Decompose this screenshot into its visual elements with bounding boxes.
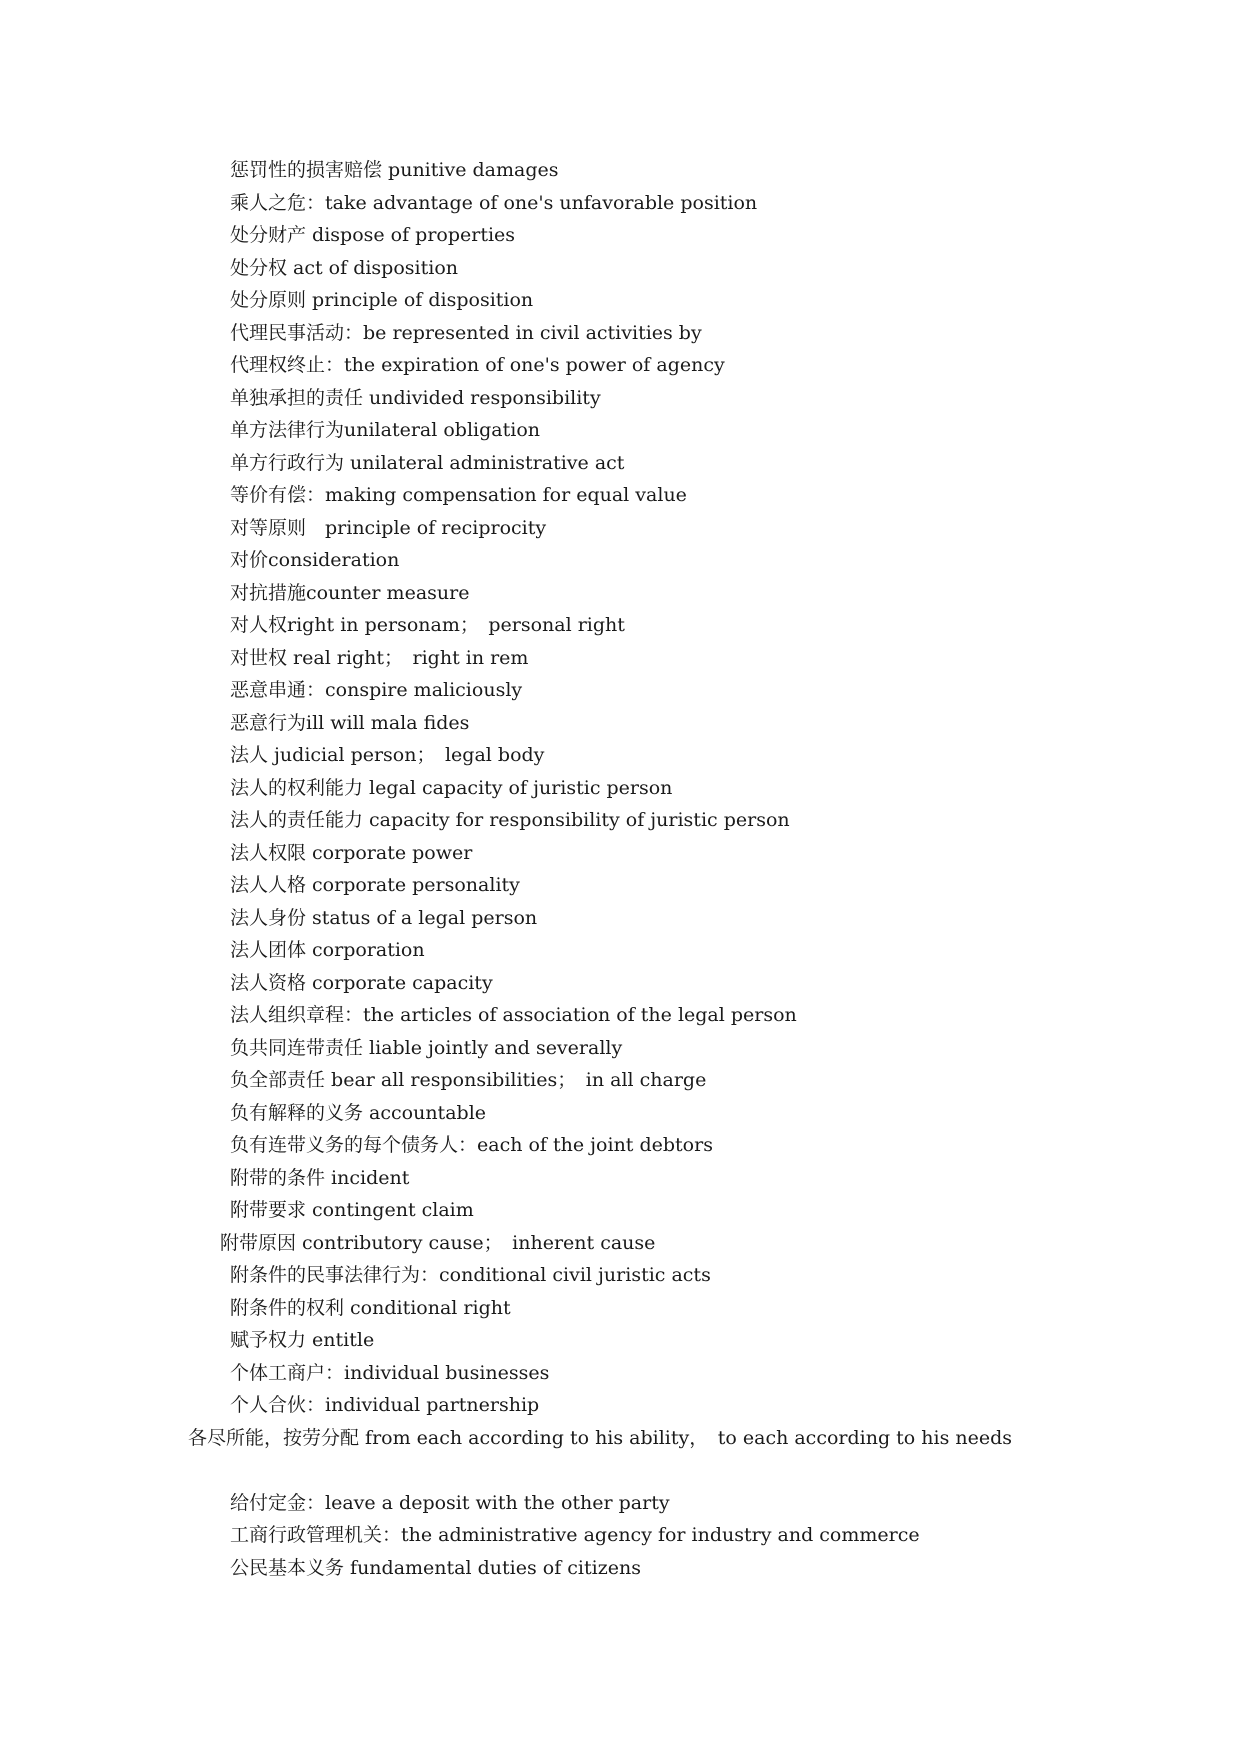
glossary-entry: 负有连带义务的每个债务人：each of the joint debtors [230,1134,713,1156]
glossary-entry: 赋予权力 entitle [230,1329,375,1351]
glossary-entry: 附条件的民事法律行为：conditional civil juristic acts [230,1264,711,1286]
glossary-entry: 附带原因 contributory cause； inherent cause [220,1231,656,1254]
glossary-entry: 单方行政行为 unilateral administrative act [230,451,625,474]
glossary-entry: 对世权 real right； right in rem [230,646,529,669]
glossary-entry: 单方法律行为unilateral obligation [230,419,540,441]
glossary-entry: 负全部责任 bear all responsibilities； in all charge [230,1069,707,1091]
glossary-entry: 法人的责任能力 capacity for responsibility of juristic person [230,809,790,831]
blank-line [0,1454,1241,1487]
glossary-entry: 乘人之危：take advantage of one's unfavorable position [230,191,758,214]
glossary-entry: 个人合伙：individual partnership [230,1394,540,1416]
glossary-entry: 法人组织章程：the articles of association of the legal person [230,1004,797,1026]
glossary-entry: 给付定金：leave a deposit with the other party [230,1491,670,1514]
glossary-entry: 等价有偿：making compensation for equal value [230,484,687,506]
glossary-entry: 法人资格 corporate capacity [230,971,493,994]
glossary-entry: 法人身份 status of a legal person [230,906,538,929]
glossary-entry: 单独承担的责任 undivided responsibility [230,386,601,409]
glossary-entry: 附带要求 contingent claim [230,1199,474,1221]
glossary-page [0,154,1241,1584]
glossary-entry: 法人人格 corporate personality [230,874,520,896]
glossary-entry: 对人权right in personam； personal right [230,614,625,636]
glossary-entry: 恶意串通：conspire maliciously [230,679,523,701]
glossary-entry: 法人权限 corporate power [230,841,473,864]
glossary-entry: 惩罚性的损害赔偿 punitive damages [230,159,559,181]
glossary-entry: 公民基本义务 fundamental duties of citizens [230,1556,641,1579]
glossary-entry: 恶意行为ill will mala fides [230,711,470,734]
glossary-entry: 代理民事活动：be represented in civil activities by [230,321,702,344]
glossary-entry: 法人 judicial person； legal body [230,744,545,766]
glossary-entry: 个体工商户：individual businesses [230,1361,550,1384]
glossary-entry: 法人的权利能力 legal capacity of juristic person [230,776,673,799]
glossary-entry: 处分原则 principle of disposition [230,289,534,311]
glossary-entry: 负有解释的义务 accountable [230,1101,487,1124]
glossary-entry: 对等原则 principle of reciprocity [230,516,547,539]
glossary-entry: 附带的条件 incident [230,1166,410,1189]
glossary-entry: 工商行政管理机关：the administrative agency for industry and commerce [230,1524,920,1546]
glossary-entry: 对抗措施counter measure [230,581,470,604]
glossary-entry: 各尽所能，按劳分配 from each according to his ability， to each according to his needs [188,1426,1013,1449]
glossary-entry: 处分财产 dispose of properties [230,224,516,246]
glossary-entry: 代理权终止：the expiration of one's power of agency [230,354,725,376]
glossary-entry: 对价consideration [230,549,400,571]
glossary-entry: 负共同连带责任 liable jointly and severally [230,1036,623,1059]
glossary-entry: 附条件的权利 conditional right [230,1296,511,1319]
glossary-entry: 法人团体 corporation [230,939,425,961]
glossary-entry: 处分权 act of disposition [230,256,459,279]
